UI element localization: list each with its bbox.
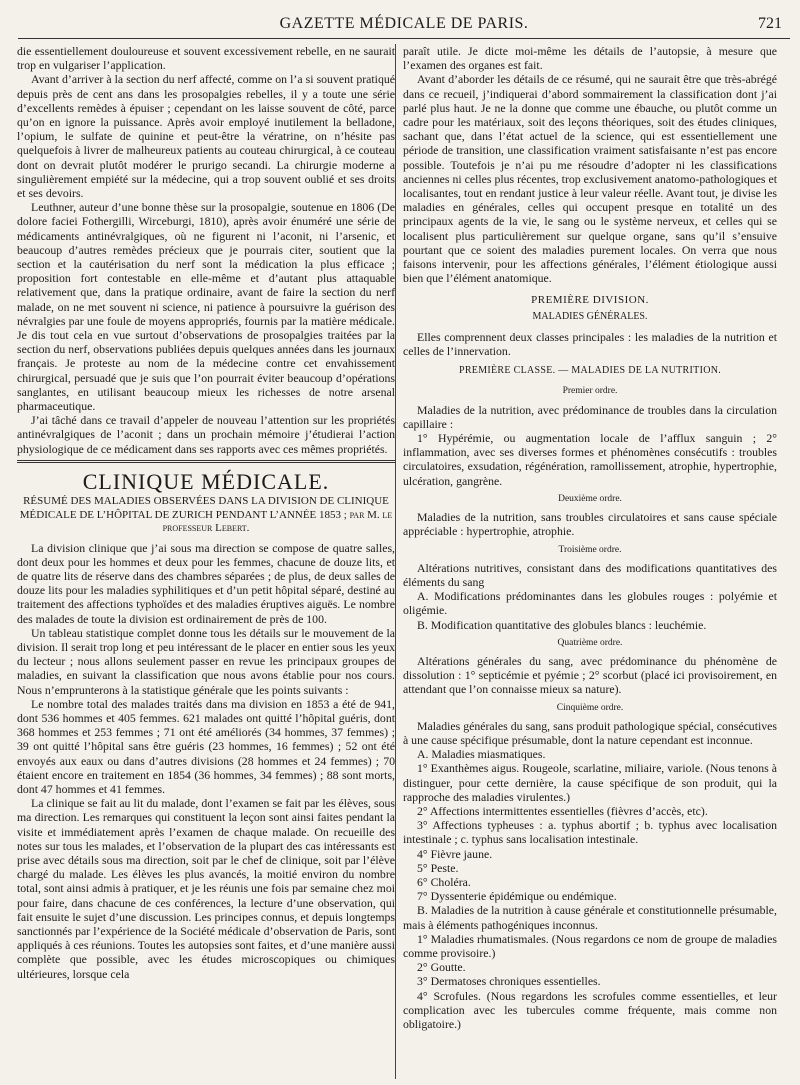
list-item: 2° Affections intermittentes essentielles (fièvres d’accès, etc). [417, 803, 708, 818]
paragraph: Avant d’arriver à la section du nerf affecté, comme on l’a si souvent pratiqué depuis près de cent ans dans les prosopalgies rebelles, il y a toute une série d’excellents remèdes à épuiser ; cependant on les laisse souvent de côté, parce qu’on en ignore la puissance. Après avoir employé inutilement la belladone, l’opium, le sulfate de quinine et peut-être la vératrine, on n’hésite pas quelquefois à livrer de malheureux patients au couteau chirurgical, à ce couteau dont on devrait plutôt modérer le prurigo secandi. La chirurgie moderne a singulièrement empiété sur la médecine, qui a trop souvent oublié et ses droits et ses devoirs. [17, 72, 395, 201]
paragraph: Avant d’aborder les détails de ce résumé, qui ne saurait être que très-abrégé dans ce recueil, j’indiquerai d’abord sommairement la classification dont j’ai parlé plus haut. Je ne la donne que comme une ébauche, ou plutôt comme un cadre pour les matériaux, soit des leçons théoriques, soit des études cliniques, sachant que, dans l’état actuel de la science, qui est essentiellement une période de transition, une classification vraiment satisfaisante n’est pas encore possible. Toutefois je n’ai pu me résoudre d’adopter ni les classifications anciennes ni celles plus récentes, trop exclusivement anatomo-pathologiques et localisantes, tout en rendant justice à leur valeur réelle. Avant tout, je divise les maladies en générales, celles qui occupent presque en totalité un des principaux agents de la vie, le sang ou le système nerveux, et celles qui se localisent plus particulièrement sur quelque organe, sans qu’il s’ensuive pourtant que ce soient des maladies purement locales. On verra que nous faisons intervenir, pour les affections générales, l’élément étiologique aussi bien que l’élément anatomique. [403, 72, 777, 286]
section-title: CLINIQUE MÉDICALE. [82, 468, 330, 494]
list-item: 3° Dermatoses chroniques essentielles. [417, 974, 601, 989]
page-header [18, 8, 790, 39]
paragraph: Maladies de la nutrition, sans troubles circulatoires et sans cause spéciale appréciable : hypertrophie, atrophie. [403, 510, 777, 539]
paragraph: J’ai tâché dans ce travail d’appeler de nouveau l’attention sur les propriétés antinévralgiques de l’aconit ; dans un prochain mémoire j’étudierai l’action physiologique de ce médicament dans ses rapports avec ces mêmes propriétés. [17, 413, 395, 456]
list-item: 3° Affections typheuses : a. typhus abortif ; b. typhus avec localisation intestinale ; c. typhus sans localisation intestinale. [403, 818, 777, 847]
list-item: 4° Fièvre jaune. [417, 846, 493, 861]
class-heading: PREMIÈRE CLASSE. — MALADIES DE LA NUTRITION. [458, 365, 722, 377]
order-heading: Quatrième ordre. [557, 637, 623, 648]
division-subheading: MALADIES GÉNÉRALES. [532, 310, 648, 322]
list-item: 4° Scrofules. (Nous regardons les scrofules comme essentielles, et leur complication avec les tubercules comme fréquente, mais comme non obligatoire.) [403, 988, 777, 1031]
page-number: 721 [758, 15, 782, 32]
paragraph: Un tableau statistique complet donne tous les détails sur le mouvement de la division. Il serait trop long et peu intéressant de le placer en entier sous les yeux du lecteur ; nous allons seulement passer en revue les principaux groupes de maladies, en suivant la classification que nous avons établie pour nos cours. Nous n’emprunterons à la statistique générale que les points suivants : [17, 625, 395, 697]
list-item: 7° Dyssenterie épidémique ou endémique. [417, 889, 617, 904]
order-heading: Premier ordre. [562, 386, 618, 397]
list-item: 2° Goutte. [417, 960, 466, 975]
list-item: 1° Exanthèmes aigus. Rougeole, scarlatine, miliaire, variole. (Nous tenons à distinguer, pour cette dernière, la cause spécifique de son produit, qui la rapproche des maladies virulentes.) [403, 761, 777, 804]
paragraph: paraît utile. Je dicte moi-même les détails de l’autopsie, à mesure que l’examen des organes est fait. [403, 44, 777, 73]
list-item: A. Modifications prédominantes dans les globules rouges : polyémie et oligémie. [403, 589, 777, 618]
right-column [403, 44, 777, 1031]
paragraph: Elles comprennent deux classes principales : les maladies de la nutrition et celles de l’innervation. [403, 329, 777, 359]
list-item: 1° Hypérémie, ou augmentation locale de l’afflux sanguin ; 2° inflammation, avec ses diverses formes et phénomènes consécutifs : troubles circulatoires, exsudation, régénération, ramollissement, atrophie, hypertrophie, ulcération, gangrène. [403, 431, 777, 488]
list-item: 6° Choléra. [417, 874, 471, 889]
paragraph: La clinique se fait au lit du malade, dont l’examen se fait par les élèves, sous ma direction. Les remarques qui constituent la leçon sont ainsi faites pendant la visite et immédiatement après l’examen de chaque malade. On recueille des notes sur tous les malades, et l’observation de la plupart des cas intéressants est prise avec détails sous ma direction, soit par le chef de clinique, soit par l’élève chargé du malade. Les élèves les plus avancés, la moitié environ du nombre total, sont ainsi admis à pratiquer, et je les réunis une fois par semaine chez moi pour faire, dans chacune de ces conférences, la lecture d’une observation, qui fait ensuite le sujet d’une discussion. Les principes connus, et depuis longtemps sanctionnés par l’expérience de la Société médicale d’observation de Paris, sont appliqués à ces réunions. Toutes les autopsies sont faites, et d’une manière aussi complète que possible, avec les études microscopiques ou chimiques ultérieures, lorsque cela [17, 796, 395, 981]
article-subtitle: RÉSUMÉ DES MALADIES OBSERVÉES DANS LA DIVISION DE CLINIQUE MÉDICALE DE L’HÔPITAL DE ZURICH PENDANT L’ANNÉE 1853 ; par M. le professeur Lebert. [19, 495, 393, 535]
left-column [17, 44, 395, 981]
paragraph: La division clinique que j’ai sous ma direction se compose de quatre salles, dont deux pour les hommes et deux pour les femmes, chacune de douze lits, et de quatre lits de réserve dans des chambres séparées ; de plus, de deux salles de douze lits pour les maladies syphilitiques et d’un petit hôpital séparé, destiné au traitement des affections typhoïdes et des maladies éruptives aiguës. Le nombre des malades de toute la division est ordinairement de près de 100. [17, 540, 395, 626]
paragraph: Maladies de la nutrition, avec prédominance de troubles dans la circulation capillaire : [403, 402, 777, 431]
order-heading: Cinquième ordre. [556, 702, 624, 713]
list-item: 5° Peste. [417, 860, 459, 875]
order-heading: Deuxième ordre. [558, 493, 622, 504]
division-heading: PREMIÈRE DIVISION. [531, 294, 649, 307]
paragraph: Maladies générales du sang, sans produit pathologique spécial, consécutives à une cause spécifique présumable, dont la nature cependant est inconnue. [403, 718, 777, 747]
paragraph: Altérations nutritives, consistant dans des modifications quantitatives des éléments du sang [403, 560, 777, 589]
paragraph: die essentiellement douloureuse et souvent excessivement rebelle, en ne saurait trop en vulgariser l’application. [17, 44, 395, 73]
column-divider [395, 44, 396, 1079]
list-item: 1° Maladies rhumatismales. (Nous regardons ce nom de groupe de maladies comme provisoire.) [403, 931, 777, 960]
paragraph: Leuthner, auteur d’une bonne thèse sur la prosopalgie, soutenue en 1806 (De dolore faciei Fothergilli, Wirceburgi, 1810), après avoir énuméré une série de médicaments antinévralgiques, où ne figurent ni l’aconit, ni l’arsenic, et beaucoup d’autres remèdes précieux que je pourrais citer, soutient que la section et la cautérisation du nerf sont la médication la plus efficace ; proposition fort contestable en elle-même et d’autant plus attaquable relativement que, dans la pratique ordinaire, avant de faire la section du nerf malade, on ne met souvent ni science, ni patience à poursuivre la guérison des névralgies par une foule de moyens appropriés, fournis par la matière médicale. Je dis tout cela en vue surtout d’observations de prosopalgies traitées par la section du nerf, observations publiées depuis quelques années dans les journaux français. Je proteste au nom de la médecine contre cet envahissement chirurgical, persuadé que je suis que l’on pourrait éviter beaucoup d’opérations sanglantes, en utilisant beaucoup mieux les richesses de notre arsenal pharmaceutique. [17, 200, 395, 414]
section-divider [17, 460, 395, 465]
list-item: B. Modification quantitative des globules blancs : leuchémie. [417, 617, 707, 632]
paragraph: Altérations générales du sang, avec prédominance du phénomène de dissolution : 1° septicémie et pyémie ; 2° scorbut (placé ici provisoirement, en attendant que l’on connaisse mieux sa nature). [403, 653, 777, 697]
order-heading: Troisième ordre. [558, 544, 622, 555]
list-item: A. Maladies miasmatiques. [417, 747, 546, 762]
list-item: B. Maladies de la nutrition à cause générale et constitutionnelle présumable, mais à éléments pathogéniques inconnus. [403, 903, 777, 932]
journal-title: GAZETTE MÉDICALE DE PARIS. [279, 15, 529, 32]
paragraph: Le nombre total des malades traités dans ma division en 1853 a été de 941, dont 536 hommes et 405 femmes. 621 malades ont quitté l’hôpital guéris, dont 368 hommes et 253 femmes ; 71 ont été améliorés (34 hommes, 37 femmes) ; 39 ont quitté l’hôpital sans être guéris (23 hommes, 16 femmes) ; 52 ont été envoyés aux eaux ou dans d’autres divisions (28 hommes et 24 femmes) ; 70 étaient encore en traitement en 1854 (36 hommes, 34 femmes) ; 88 sont morts, dont 47 hommes et 41 femmes. [17, 696, 395, 797]
